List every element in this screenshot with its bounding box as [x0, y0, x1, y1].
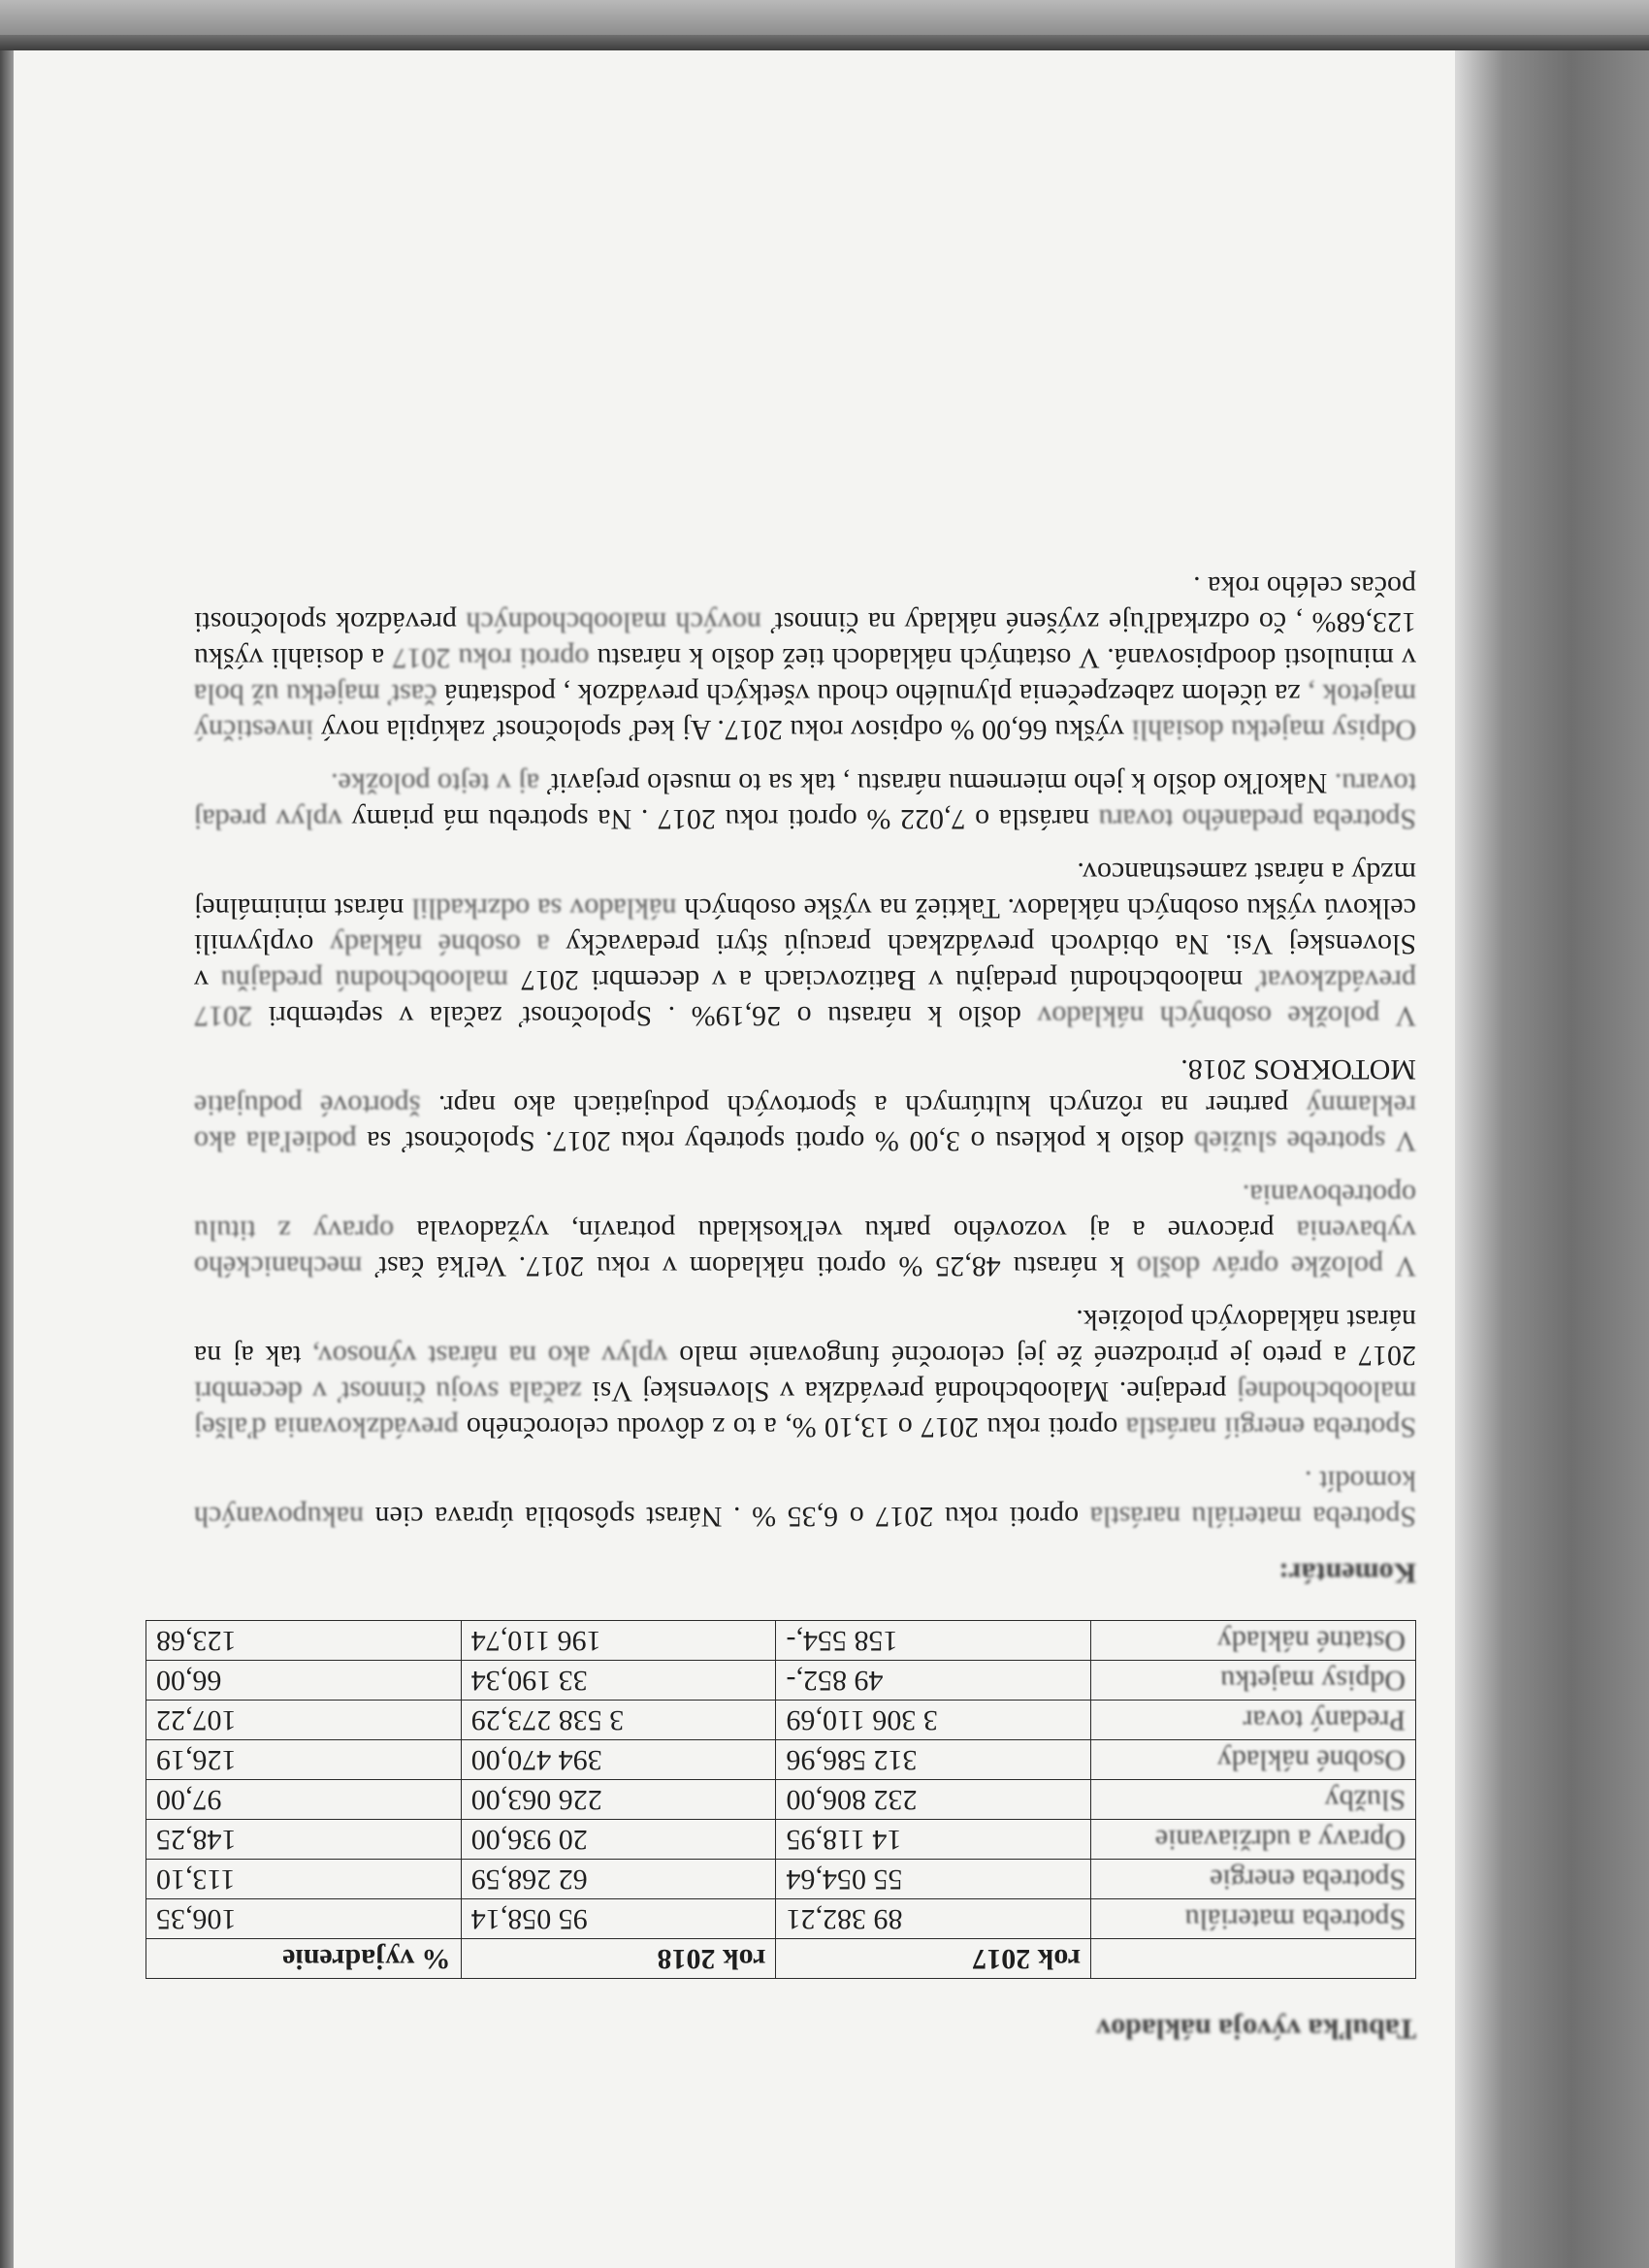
value-pct: 106,35: [146, 1899, 462, 1939]
value-2017: 55 054,64: [776, 1860, 1091, 1899]
paragraph-lead: Spotreba predaného tovaru: [1098, 803, 1416, 835]
value-pct: 66,00: [146, 1661, 462, 1701]
table-header-row: [146, 1939, 1416, 1979]
paragraph-text: prácovne a aj vozového parku veľkoskladu potravín, vyžadovala: [416, 1215, 1275, 1247]
paragraph-lead: V spotrebe služieb: [1194, 1125, 1416, 1157]
row-label: Služby: [1091, 1780, 1416, 1820]
table-row: [146, 1621, 1416, 1661]
row-label: Spotreba materiálu: [1091, 1899, 1416, 1939]
paragraph-lead: prevádzkovania ďalšej maloobchodnej: [193, 1376, 1416, 1443]
paragraph-lead: nových maloobchodných: [466, 606, 761, 638]
value-2017: 158 554,-: [776, 1621, 1091, 1661]
row-label: Spotreba energie: [1091, 1860, 1416, 1899]
paragraph-text: narástla o 7,022 % oproti roku 2017 . Na spotrebu má priamy: [351, 803, 1089, 835]
paragraph-text: došlo k poklesu o 3,00 % oproti spotreby roku 2017. Spoločnosť sa: [367, 1125, 1184, 1157]
paragraph-text: a dosiahli výšku 123,68% , čo odzrkadľuje zvýšené náklady na činnosť: [194, 606, 1416, 674]
value-2018: 196 110,74: [461, 1621, 776, 1661]
paragraph-lead: opravy z titulu opotrebovania.: [193, 1179, 1416, 1247]
paragraph-text: maloobchodnú predajňu v Batizovciach a v decembri 2017: [520, 964, 1244, 996]
paragraph-text: v minulosti doodpisovaná. V ostatných nákladoch tiež došlo k nárastu: [597, 642, 1416, 674]
paragraph-text: 2017 a preto je prirodzené že jej celoročné fungovanie malo: [679, 1340, 1416, 1372]
paragraph-lead: podieľala ako reklamný: [193, 1089, 1416, 1157]
table-row: [146, 1899, 1416, 1939]
paragraph-lead: Odpisy majetku dosiahli: [1131, 714, 1416, 746]
value-pct: 113,10: [146, 1860, 462, 1899]
table-row: [146, 1860, 1416, 1899]
paragraph-goods: [194, 765, 1416, 837]
value-pct: 126,19: [146, 1740, 462, 1780]
value-2018: 226 063,00: [461, 1780, 776, 1820]
paragraph-lead: Spotreba energií narástla: [1125, 1411, 1416, 1443]
value-2018: 95 058,14: [461, 1899, 776, 1939]
paragraph-text: ovplyvnili celkovú výšku osobných nákladov. Taktiež na výške osobných: [194, 892, 1416, 960]
paragraph-lead: Spotreba materiálu narástla: [1089, 1501, 1416, 1533]
table-header-2018: rok 2018: [461, 1939, 776, 1979]
paragraph-text: prevádzok spoločnosti počas celého roka .: [194, 570, 1416, 638]
value-2018: 394 470,00: [461, 1740, 776, 1780]
paragraph-text: výšku 66,00 % odpisov roku 2017. Aj keď spoločnosť zakúpila nový: [320, 714, 1124, 746]
paragraph-lead: oproti roku 2017: [392, 642, 590, 674]
paragraph-lead: mechanického vybavenia: [193, 1215, 1416, 1282]
paragraph-text: oproti roku 2017 o 6,35 % . Nárast spôsobila úprava cien: [374, 1501, 1080, 1533]
row-label: Predaný tovar: [1091, 1701, 1416, 1740]
paragraph-text: došlo k nárastu o 26,19% . Spoločnosť začala v septembri: [268, 1000, 1021, 1032]
paragraph-text: tak aj na nárast nákladových položiek.: [193, 1304, 1416, 1372]
paragraph-text: partner na rôznych kultúrnych a športových podujatiach ako napr.: [437, 1089, 1289, 1121]
paragraph-text: MOTOKROS 2018.: [1180, 1053, 1416, 1085]
paragraph-lead: časť majetku už bola: [193, 678, 437, 710]
table-row: [146, 1661, 1416, 1701]
comment-label: Komentár:: [1278, 1557, 1416, 1589]
page-content: [156, 551, 1416, 2045]
paragraph-lead: V položke opráv došlo: [1136, 1250, 1416, 1282]
paragraph-depreciation: [194, 568, 1416, 748]
paragraph-lead: začala svoju činnosť v decembri: [193, 1376, 582, 1408]
value-2017: 232 806,00: [776, 1780, 1091, 1820]
paragraph-text: za účelom zabezpečenia plynulého chodu všetkých prevádzok , podstatná: [444, 678, 1301, 710]
value-2017: 3 306 110,69: [776, 1701, 1091, 1740]
paragraph-lead: vplyv predaj tovaru.: [193, 767, 1416, 835]
paragraph-personnel: [194, 855, 1416, 1034]
paragraph-lead: športové podujatie: [193, 1089, 421, 1121]
table-header-pct: % vyjadrenie: [146, 1939, 462, 1979]
paragraph-text: v Slovenskej Vsi. Na obidvoch prevádzkach pracujú štyri predavačky: [193, 928, 1416, 996]
paragraph-repairs: [194, 1177, 1416, 1284]
value-pct: 123,68: [146, 1621, 462, 1661]
paragraph-lead: 2017 prevádzkovať: [193, 964, 1416, 1032]
value-2017: 312 586,96: [776, 1740, 1091, 1780]
row-label: Opravy a udržiavanie: [1091, 1820, 1416, 1860]
paragraph-lead: V položke osobných nákladov: [1037, 1000, 1416, 1032]
value-pct: 107,22: [146, 1701, 462, 1740]
paragraph-lead: maloobchodnú predajňu: [220, 964, 508, 996]
paragraph-lead: nákladov sa odzrkadlil: [411, 892, 677, 924]
value-2017: 89 382,21: [776, 1899, 1091, 1939]
value-pct: 148,25: [146, 1820, 462, 1860]
paragraph-lead: investičný majetok ,: [193, 678, 1416, 746]
paragraph-material: [194, 1463, 1416, 1535]
paragraph-services: [194, 1052, 1416, 1159]
paragraph-text: oproti roku 2017 o 13,10 %, a to z dôvodu celoročného: [466, 1411, 1118, 1443]
table-row: [146, 1740, 1416, 1780]
table-row: [146, 1780, 1416, 1820]
value-2018: 20 936,00: [461, 1820, 776, 1860]
value-2018: 62 268,59: [461, 1860, 776, 1899]
table-header-2017: rok 2017: [776, 1939, 1091, 1979]
value-2018: 3 538 273,29: [461, 1701, 776, 1740]
paragraph-lead: aj v tejto položke.: [331, 767, 540, 799]
paragraph-energy: [194, 1302, 1416, 1445]
value-pct: 97,00: [146, 1780, 462, 1820]
page-title: Tabuľka vývoja nákladov: [1096, 2013, 1416, 2045]
table-row: [146, 1701, 1416, 1740]
cost-table: [146, 1620, 1416, 1979]
row-label: Osobné náklady: [1091, 1740, 1416, 1780]
value-2018: 33 190,34: [461, 1661, 776, 1701]
row-label: Ostatné náklady: [1091, 1621, 1416, 1661]
table-header-label: [1091, 1939, 1416, 1979]
paragraph-text: k nárastu 48,25 % oproti nákladom v roku 2017. Veľká časť: [374, 1250, 1125, 1282]
paragraph-lead: vplyv ako na nárast výnosov,: [312, 1340, 668, 1372]
table-row: [146, 1820, 1416, 1860]
paragraph-lead: nakupovaných komodít .: [193, 1465, 1416, 1533]
paragraph-text: nárast minimálnej mzdy a nárast zamestnancov.: [193, 857, 1416, 924]
paragraph-text: Nakoľko došlo k jeho miernemu nárastu , tak sa to muselo prejaviť: [546, 767, 1328, 799]
value-2017: 14 118,95: [776, 1820, 1091, 1860]
row-label: Odpisy majetku: [1091, 1661, 1416, 1701]
value-2017: 49 852,-: [776, 1661, 1091, 1701]
paragraph-text: predajne. Maloobchodná prevádzka v Slovenskej Vsi: [592, 1376, 1227, 1408]
paragraph-lead: a osobné náklady: [330, 928, 550, 960]
